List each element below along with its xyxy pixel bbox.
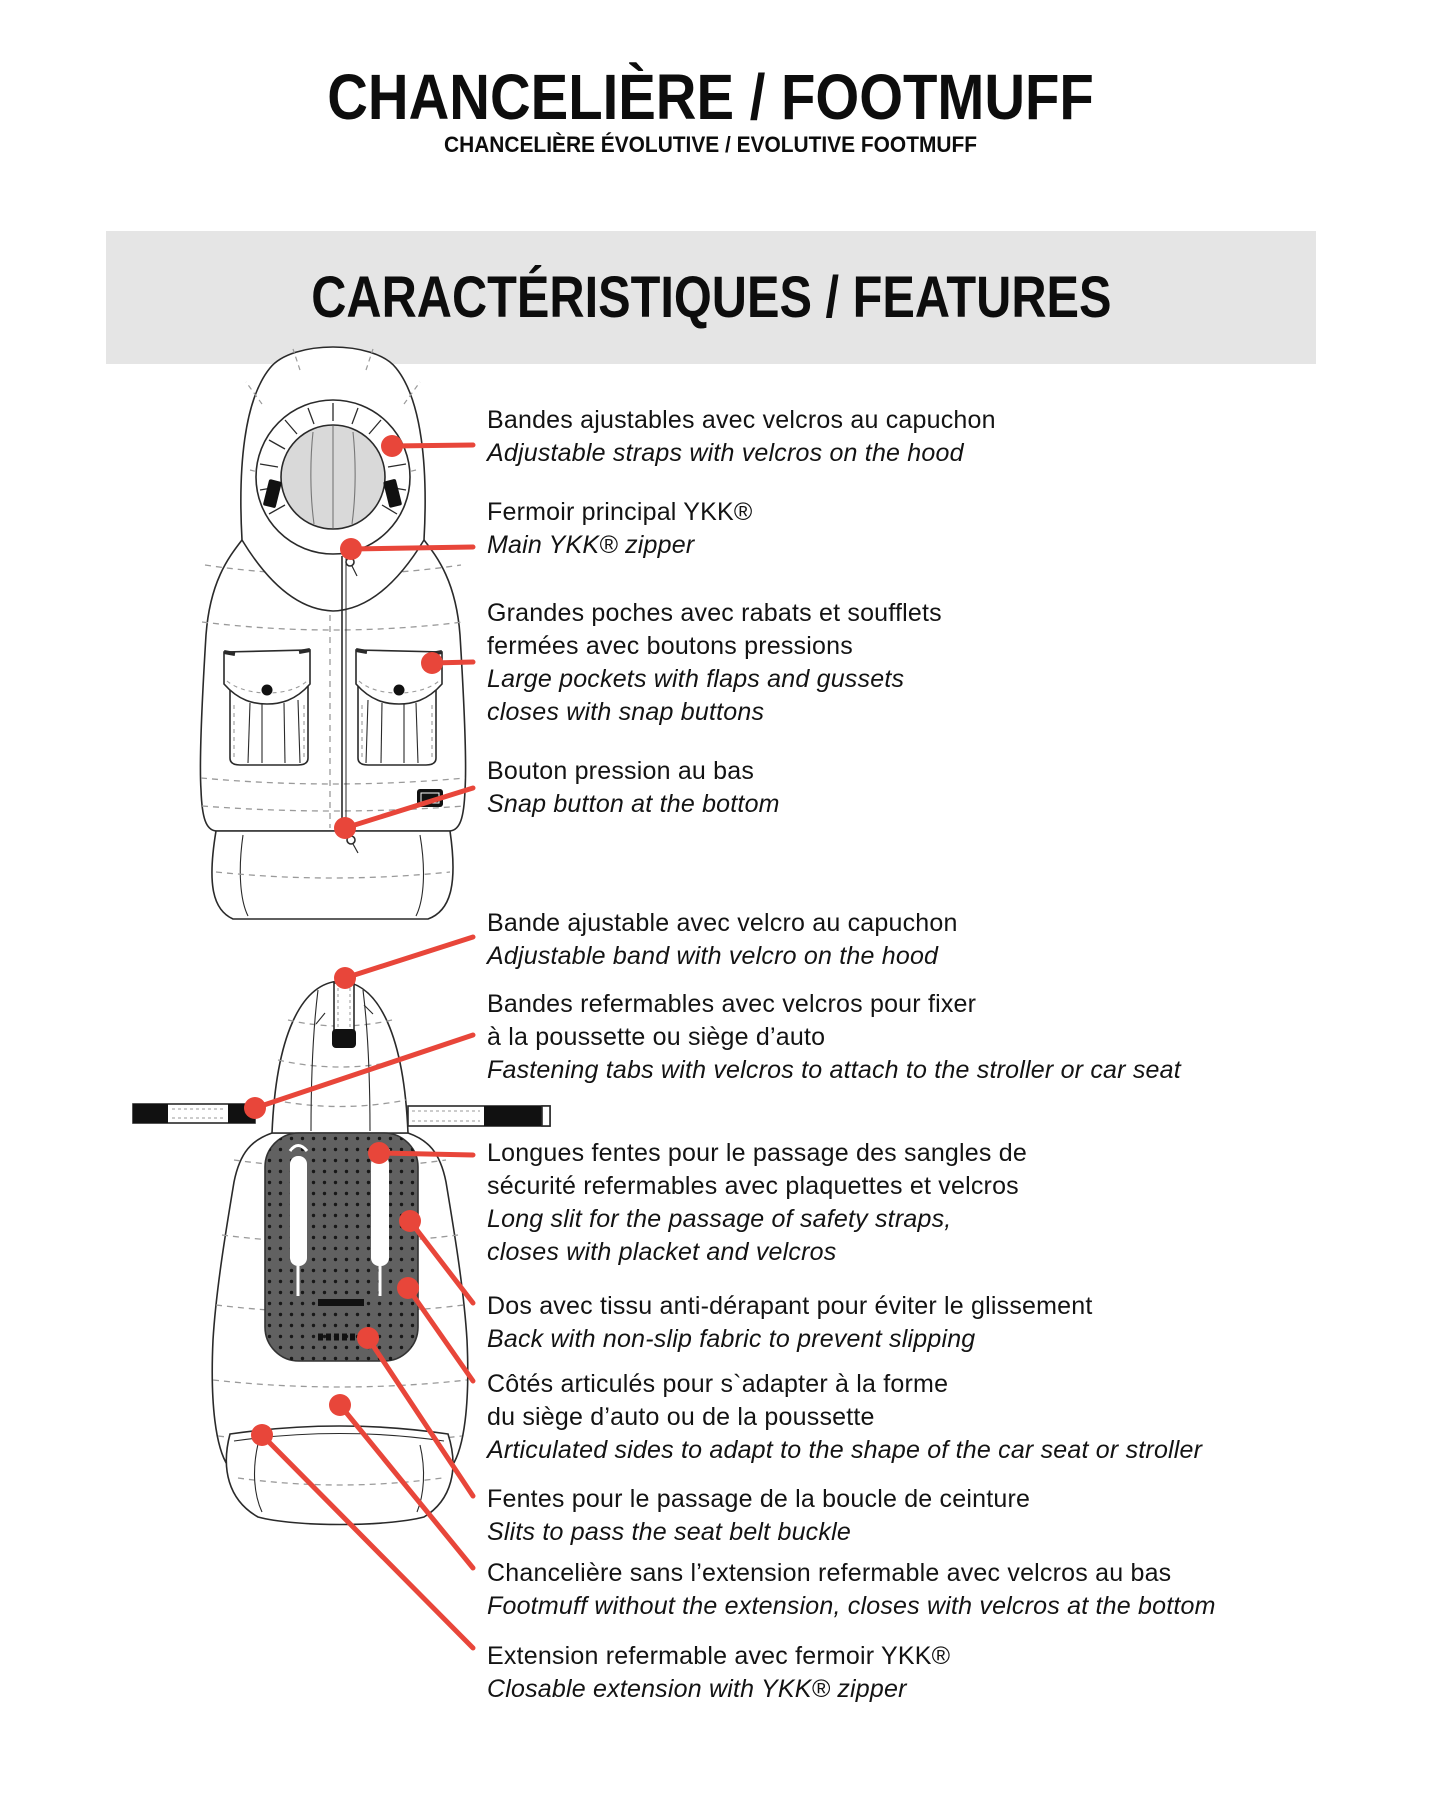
callout-dot-6	[244, 1097, 266, 1119]
section-header-text: CARACTÉRISTIQUES / FEATURES	[310, 265, 1112, 330]
belt-buckle-slit	[318, 1299, 364, 1306]
callout-fr-line: du siège d’auto ou de la poussette	[487, 1403, 875, 1431]
callout-main-zipper	[487, 496, 753, 562]
callout-large-pockets	[487, 597, 942, 729]
callout-en-line: Fastening tabs with velcros to attach to the stroller or car seat	[487, 1056, 1181, 1084]
callout-en-line: Footmuff without the extension, closes with velcros at the bottom	[487, 1592, 1216, 1620]
callout-en-line: Closable extension with YKK® zipper	[487, 1675, 907, 1703]
callout-line-7	[379, 1153, 473, 1155]
callout-safety-strap-slits	[487, 1137, 1027, 1269]
callout-dot-10	[357, 1327, 379, 1349]
callout-dot-5	[334, 967, 356, 989]
callout-fastening-tabs	[487, 988, 1181, 1087]
callout-dot-8	[399, 1210, 421, 1232]
page-subtitle-text: CHANCELIÈRE ÉVOLUTIVE / EVOLUTIVE FOOTMUFF	[444, 132, 978, 157]
non-slip-panel	[265, 1133, 418, 1361]
callout-en-line: Slits to pass the seat belt buckle	[487, 1518, 851, 1546]
callout-fr-line: Bandes ajustables avec velcros au capuchon	[487, 406, 996, 434]
callout-dot-3	[421, 652, 443, 674]
callout-fr-line: fermées avec boutons pressions	[487, 632, 853, 660]
callout-en-line: Long slit for the passage of safety straps,	[487, 1205, 952, 1233]
callout-fr-line: Longues fentes pour le passage des sangles de	[487, 1139, 1027, 1167]
callout-fr-line: Bandes refermables avec velcros pour fixer	[487, 990, 977, 1018]
callout-closable-extension	[487, 1640, 950, 1706]
callout-en-line: Large pockets with flaps and gussets	[487, 665, 905, 693]
callout-dot-9	[397, 1277, 419, 1299]
callout-fr-line: sécurité refermables avec plaquettes et velcros	[487, 1172, 1019, 1200]
callout-fr-line: Fentes pour le passage de la boucle de ceinture	[487, 1485, 1031, 1513]
callout-belt-buckle-slits	[487, 1483, 1030, 1549]
callout-en-line: Back with non-slip fabric to prevent slipping	[487, 1325, 976, 1353]
callout-adjustable-band-hood	[487, 907, 958, 973]
callout-fr-line: Fermoir principal YKK®	[487, 498, 753, 526]
callout-fr-line: Bouton pression au bas	[487, 757, 755, 785]
callout-en-line: Adjustable band with velcro on the hood	[487, 942, 939, 970]
callout-fr-line: à la poussette ou siège d’auto	[487, 1023, 826, 1051]
page-title-text: CHANCELIÈRE / FOOTMUFF	[327, 61, 1095, 133]
callout-en-line: Articulated sides to adapt to the shape of the car seat or stroller	[487, 1436, 1203, 1464]
callout-fr-line: Extension refermable avec fermoir YKK®	[487, 1642, 951, 1670]
right-fastening-strap	[408, 1106, 550, 1126]
callout-dot-2	[340, 538, 362, 560]
callout-dot-1	[381, 435, 403, 457]
callout-line-1	[392, 445, 473, 446]
left-fastening-strap	[133, 1104, 255, 1123]
callout-line-2	[351, 547, 473, 549]
safety-strap-slit-right	[371, 1156, 389, 1266]
callout-dot-11	[329, 1394, 351, 1416]
callout-dot-4	[334, 817, 356, 839]
callout-en-line: closes with snap buttons	[487, 698, 765, 726]
safety-strap-slit-left	[290, 1156, 307, 1266]
callout-dot-7	[368, 1142, 390, 1164]
callout-en-line: Main YKK® zipper	[487, 531, 695, 559]
callout-snap-button-bottom	[487, 755, 780, 821]
callout-en-line: Snap button at the bottom	[487, 790, 780, 818]
callout-articulated-sides	[487, 1368, 1202, 1467]
callout-adjustable-straps-hood	[487, 404, 996, 470]
callout-fr-line: Bande ajustable avec velcro au capuchon	[487, 909, 958, 937]
callout-fr-line: Côtés articulés pour s`adapter à la forme	[487, 1370, 949, 1398]
callout-en-line: closes with placket and velcros	[487, 1238, 837, 1266]
callout-footmuff-without-extension	[487, 1557, 1216, 1623]
callout-fr-line: Dos avec tissu anti-dérapant pour éviter le glissement	[487, 1292, 1093, 1320]
callout-fr-line: Grandes poches avec rabats et soufflets	[487, 599, 942, 627]
callout-dot-12	[251, 1424, 273, 1446]
callout-non-slip-back	[487, 1290, 1093, 1356]
callout-fr-line: Chancelière sans l’extension refermable avec velcros au bas	[487, 1559, 1172, 1587]
front-view-drawing	[200, 347, 465, 919]
callout-line-5	[345, 937, 473, 978]
callout-en-line: Adjustable straps with velcros on the hood	[487, 439, 964, 467]
